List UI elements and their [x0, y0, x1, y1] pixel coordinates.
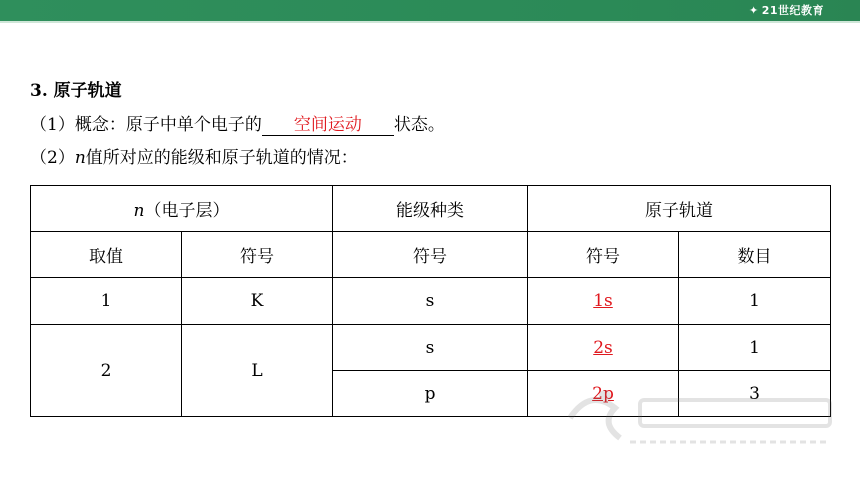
table-subheader-row [31, 232, 831, 278]
subheader-symbol: 符号 [182, 232, 333, 278]
cell-orbital: 2s [528, 325, 679, 371]
concept-line [30, 110, 445, 136]
table-row [31, 325, 831, 371]
section-title: 3. 原子轨道 [30, 81, 122, 101]
header-shell: n（电子层） [31, 186, 333, 232]
orbital-table [30, 185, 831, 417]
cell-count: 1 [679, 325, 831, 371]
intro-n: n [74, 148, 86, 168]
cell-level: p [333, 371, 528, 417]
table-intro-line [30, 143, 358, 168]
cell-symbol: L [182, 325, 333, 417]
runner-icon: ✦ [748, 4, 759, 17]
header-orbital: 原子轨道 [528, 186, 831, 232]
subheader-level-symbol: 符号 [333, 232, 528, 278]
cell-count: 1 [679, 278, 831, 325]
header-level-type: 能级种类 [333, 186, 528, 232]
subheader-value: 取值 [31, 232, 182, 278]
cell-value: 2 [31, 325, 182, 417]
brand-logo: ✦ 21世纪教育 [748, 4, 824, 17]
cell-orbital: 2p [528, 371, 679, 417]
cell-value: 1 [31, 278, 182, 325]
concept-prefix: （1）概念：原子中单个电子的 [30, 115, 262, 135]
cell-level: s [333, 325, 528, 371]
cell-symbol: K [182, 278, 333, 325]
concept-suffix: 状态。 [393, 115, 445, 135]
cell-level: s [333, 278, 528, 325]
table-header-row [31, 186, 831, 232]
banner-divider [0, 21, 860, 23]
cell-count: 3 [679, 371, 831, 417]
intro-prefix: （2） [30, 148, 75, 168]
cell-orbital: 1s [528, 278, 679, 325]
concept-answer: 空间运动 [262, 115, 394, 136]
top-banner [0, 0, 860, 21]
subheader-count: 数目 [679, 232, 831, 278]
subheader-orbital-symbol: 符号 [528, 232, 679, 278]
intro-suffix: 值所对应的能级和原子轨道的情况： [85, 148, 358, 168]
table-row [31, 278, 831, 325]
